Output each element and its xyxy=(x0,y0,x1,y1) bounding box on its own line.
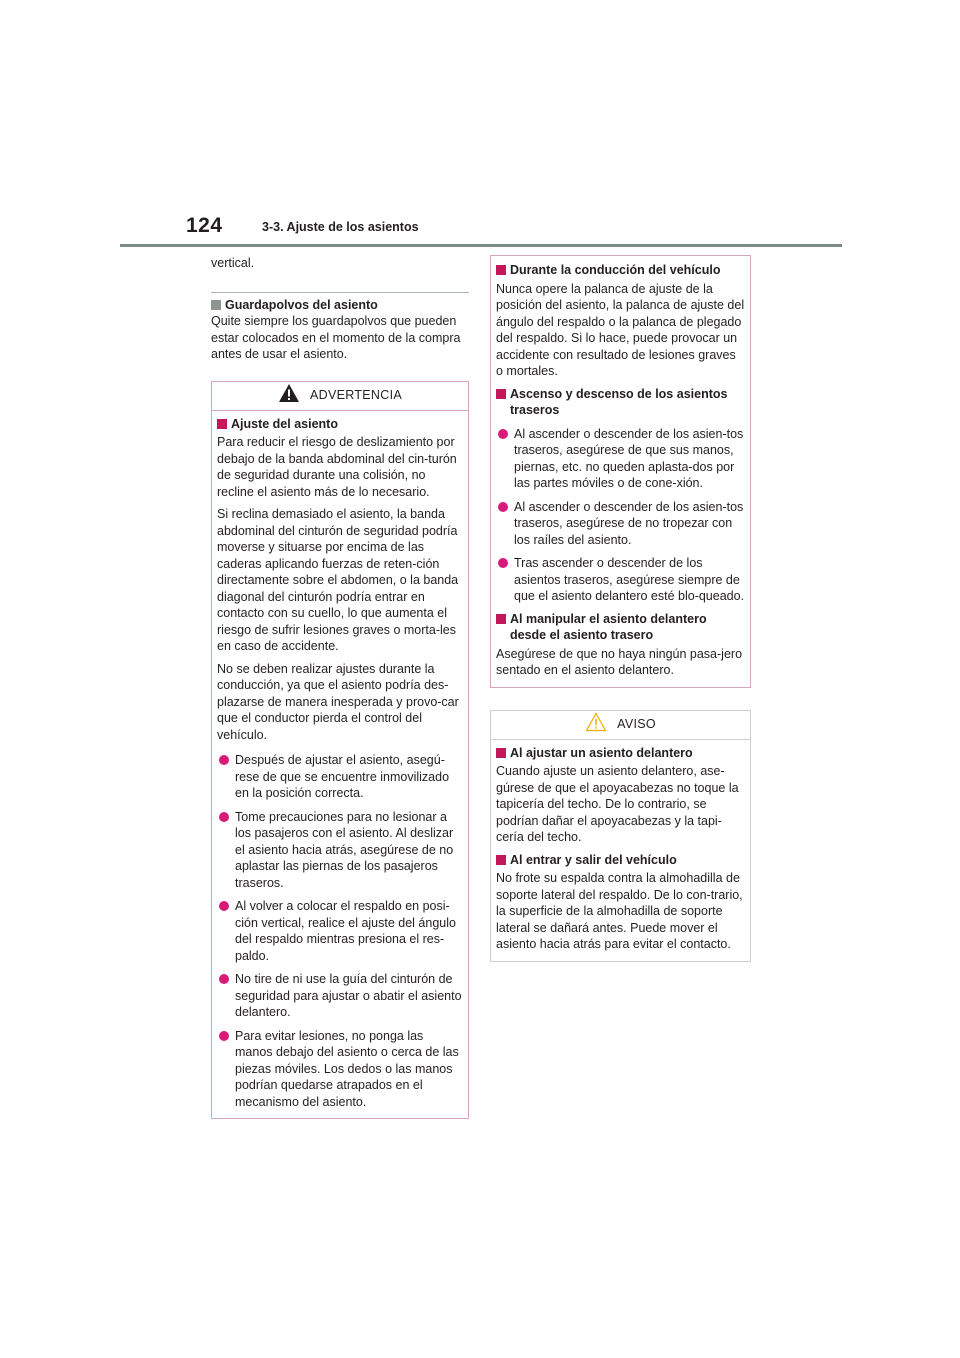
list-item: Al ascender o descender de los asien-tos traseros, asegúrese de no tropezar con los raíles del asiento. xyxy=(496,499,745,549)
continued-text: vertical. xyxy=(211,256,255,270)
header-rule xyxy=(120,244,842,247)
warning-label: ADVERTENCIA xyxy=(310,388,402,403)
square-bullet-icon xyxy=(496,265,506,275)
warning-paragraph: Si reclina demasiado el asiento, la banda abdominal del cinturón de seguridad podría moverse y situarse por encima de las caderas aplicando fuerzas de reten-ción directamente sobre el abdomen, o la banda diagonal del cinturón podría entrar en contacto con su cuello, lo que aumenta el riesgo de sufrir lesiones graves o morta-les en caso de accidente. xyxy=(217,507,459,653)
circle-bullet-icon xyxy=(219,812,229,822)
circle-bullet-icon xyxy=(219,901,229,911)
list-item: Al ascender o descender de los asien-tos traseros, asegúrese de que sus manos, piernas, etc. no queden aplasta-dos por las partes móviles o de cone-xión. xyxy=(496,426,745,492)
circle-bullet-icon xyxy=(498,429,508,439)
page-number: 124 xyxy=(186,214,223,237)
right-column xyxy=(490,255,751,962)
square-bullet-icon xyxy=(496,614,506,624)
circle-bullet-icon xyxy=(219,1031,229,1041)
front-from-rear-heading: Al manipular el asiento delantero desde el asiento trasero xyxy=(496,611,745,644)
notice-label: AVISO xyxy=(617,717,656,732)
warning-box-continued xyxy=(490,255,751,688)
warning-box xyxy=(211,381,469,1120)
left-column xyxy=(211,255,469,1119)
adjust-front-heading: Al ajustar un asiento delantero xyxy=(496,745,745,762)
square-bullet-icon xyxy=(217,419,227,429)
adjust-front-body: Cuando ajuste un asiento delantero, ase-gúrese de que el apoyacabezas no toque la tapicería del techo. De lo contrario, se podrían dañar el apoyacabezas y la tapi-cería del techo. xyxy=(496,764,739,844)
list-item: Tome precauciones para no lesionar a los pasajeros con el asiento. Al deslizar el asiento hacia atrás, asegúrese de no aplastar las piernas de los pasajeros traseros. xyxy=(217,809,463,892)
section-title: 3-3. Ajuste de los asientos xyxy=(262,220,419,234)
circle-bullet-icon xyxy=(498,502,508,512)
square-bullet-icon xyxy=(211,300,221,310)
list-item: Tras ascender o descender de los asientos traseros, asegúrese siempre de que el asiento delantero esté blo-queado. xyxy=(496,555,745,605)
list-item: No tire de ni use la guía del cinturón de seguridad para ajustar o abatir el asiento delantero. xyxy=(217,971,463,1021)
notice-header xyxy=(491,711,750,740)
dust-covers-heading: Guardapolvos del asiento xyxy=(211,297,469,314)
section-divider xyxy=(211,292,469,293)
dust-covers-body: Quite siempre los guardapolvos que pueden estar colocados en el momento de la compra antes de usar el asiento. xyxy=(211,314,461,361)
front-from-rear-body: Asegúrese de que no haya ningún pasa-jero sentado en el asiento delantero. xyxy=(496,646,743,677)
caution-triangle-icon xyxy=(585,712,607,737)
rear-seats-heading: Ascenso y descenso de los asientos traseros xyxy=(496,386,745,419)
square-bullet-icon xyxy=(496,389,506,399)
notice-box xyxy=(490,710,751,962)
square-bullet-icon xyxy=(496,748,506,758)
warning-triangle-icon xyxy=(278,383,300,408)
square-bullet-icon xyxy=(496,855,506,865)
circle-bullet-icon xyxy=(498,558,508,568)
circle-bullet-icon xyxy=(219,755,229,765)
driving-body: Nunca opere la palanca de ajuste de la posición del asiento, la palanca de ajuste del ángulo del respaldo o la palanca de plegado del respaldo. Si lo hace, puede provocar un accidente con resultado de lesiones graves o mortales. xyxy=(496,281,745,378)
list-item: Para evitar lesiones, no ponga las manos debajo del asiento o cerca de las piezas móviles. Los dedos o las manos podrían quedarse atrapados en el mecanismo del asiento. xyxy=(217,1028,463,1111)
list-item: Después de ajustar el asiento, asegú-rese de que se encuentre inmovilizado en la posición correcta. xyxy=(217,752,463,802)
warning-header xyxy=(212,382,468,411)
driving-heading: Durante la conducción del vehículo xyxy=(496,262,745,279)
warning-paragraph: Para reducir el riesgo de deslizamiento por debajo de la banda abdominal del cin-turón de seguridad durante una colisión, no recline el asiento más de lo necesario. xyxy=(217,435,457,499)
warning-paragraph: No se deben realizar ajustes durante la conducción, ya que el asiento podría des-plazarse de manera inesperada y provo-car que el conductor pierda el control del vehículo. xyxy=(217,661,459,742)
enter-exit-heading: Al entrar y salir del vehículo xyxy=(496,852,745,869)
circle-bullet-icon xyxy=(219,974,229,984)
enter-exit-body: No frote su espalda contra la almohadilla de soporte lateral del respaldo. De lo con-trario, la superficie de la almohadilla de soporte lateral se dañará antes. Puede mover el asiento hacia atrás para evitar el contacto. xyxy=(496,871,743,951)
seat-adjust-heading: Ajuste del asiento xyxy=(217,416,463,433)
list-item: Al volver a colocar el respaldo en posi-ción vertical, realice el ajuste del ángulo del respaldo mientras presiona el res-paldo. xyxy=(217,898,463,964)
